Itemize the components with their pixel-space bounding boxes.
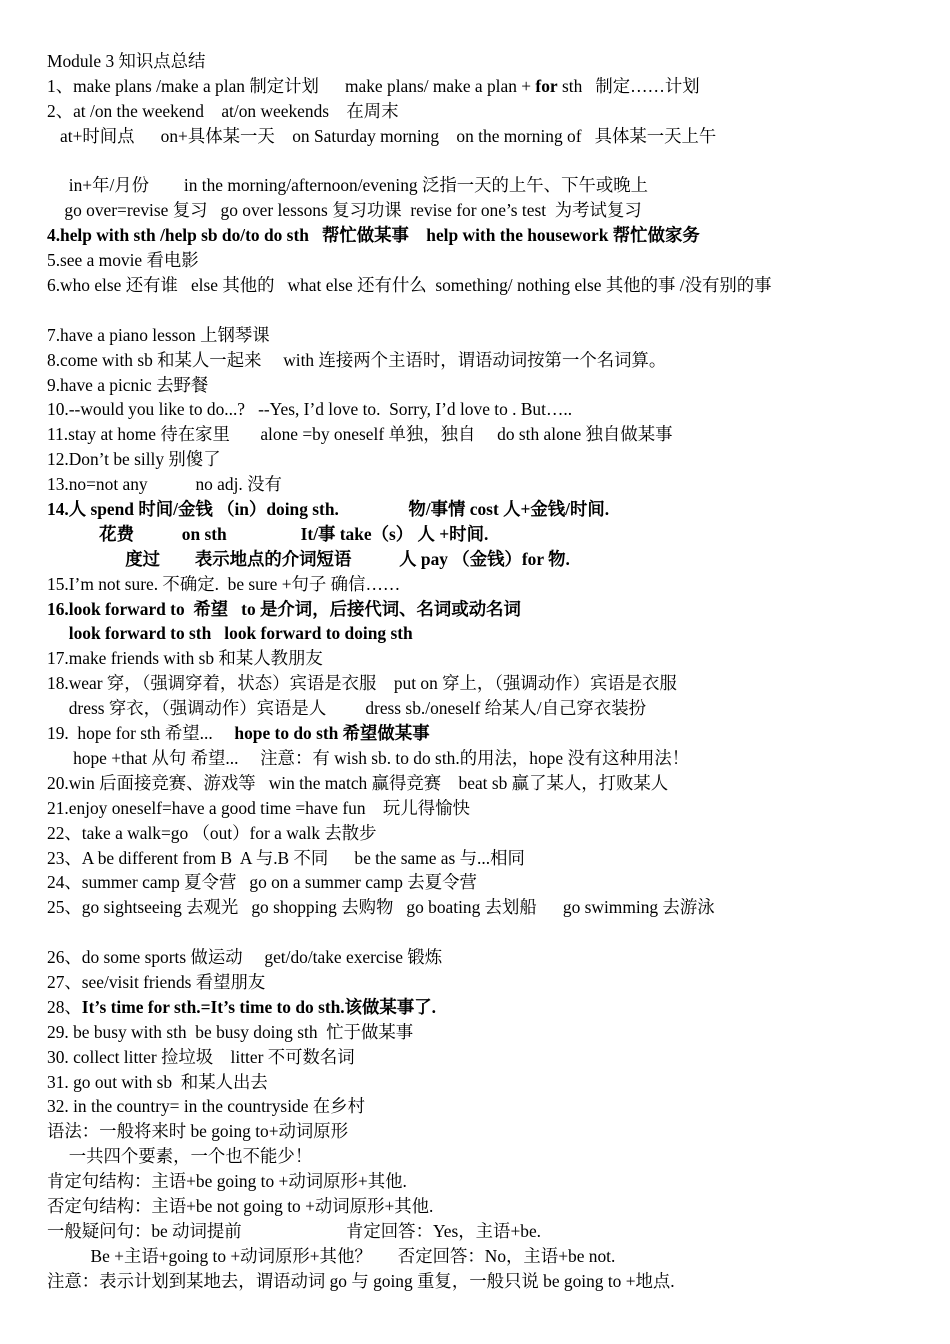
text-line (47, 846, 927, 871)
text-line (47, 472, 927, 497)
bold-text: for (535, 75, 558, 96)
text-line (47, 870, 927, 895)
text-line (47, 771, 927, 796)
text-line (47, 995, 927, 1020)
text-line (47, 1194, 927, 1219)
text-line (47, 497, 927, 522)
text-span: 19. hope for sth 希望... (47, 723, 235, 744)
text-line (47, 970, 927, 995)
bold-text: hope to do sth 希望做某事 (234, 723, 430, 744)
text-span: Be +主语+going to +动词原形+其他？ 否定回答：No，主语+be not. (47, 1245, 616, 1266)
text-span: 17.make friends with sb 和某人教朋友 (47, 648, 323, 669)
text-span: 一共四个要素，一个也不能少！ (47, 1146, 313, 1167)
text-line (47, 1269, 927, 1294)
text-span: 21.enjoy oneself=have a good time =have fun 玩儿得愉快 (47, 797, 470, 818)
text-line (47, 522, 927, 547)
text-line (47, 99, 927, 124)
text-span: 18.wear 穿，（强调穿着，状态）宾语是衣服 put on 穿上，（强调动作）宾语是衣服 (47, 673, 677, 694)
text-span: 注意：表示计划到某地去，谓语动词 go 与 going 重复，一般只说 be going to +地点. (47, 1270, 675, 1291)
text-span: 语法：一般将来时 be going to+动词原形 (47, 1121, 349, 1142)
text-span: 8.come with sb 和某人一起来 with 连接两个主语时，谓语动词按第一个名词算。 (47, 349, 667, 370)
text-line (47, 621, 927, 646)
text-line (47, 547, 927, 572)
text-span: 1、make plans /make a plan 制定计划 make plans/ make a plan + (47, 75, 536, 96)
text-span: 否定句结构：主语+be not going to +动词原形+其他. (47, 1195, 434, 1216)
text-line (47, 323, 927, 348)
text-line (47, 671, 927, 696)
blank-line (47, 298, 927, 323)
text-line (47, 572, 927, 597)
text-span: 肯定句结构：主语+be going to +动词原形+其他. (47, 1171, 407, 1192)
bold-text: It’s time for sth.=It’s time to do sth.该做某事了. (81, 996, 436, 1017)
text-span: in+年/月份 in the morning/afternoon/evening 泛指一天的上午、下午或晚上 (47, 175, 649, 196)
text-line (47, 248, 927, 273)
text-line (47, 198, 927, 223)
text-line (47, 696, 927, 721)
text-span: 24、summer camp 夏令营 go on a summer camp 去夏令营 (47, 872, 477, 893)
text-line (47, 821, 927, 846)
text-line (47, 1119, 927, 1144)
text-line (47, 173, 927, 198)
text-span: 11.stay at home 待在家里 alone =by oneself 单独，独自 do sth alone 独自做某事 (47, 424, 673, 445)
text-span: hope +that 从句 希望... 注意：有 wish sb. to do sth.的用法，hope 没有这种用法！ (47, 747, 690, 768)
text-span: 9.have a picnic 去野餐 (47, 374, 209, 395)
text-line (47, 1169, 927, 1194)
text-line (47, 721, 927, 746)
text-line (47, 646, 927, 671)
text-line (47, 1144, 927, 1169)
text-line (47, 373, 927, 398)
text-line (47, 1020, 927, 1045)
text-span: 7.have a piano lesson 上钢琴课 (47, 324, 270, 345)
text-line (47, 796, 927, 821)
text-line (47, 1045, 927, 1070)
text-line (47, 49, 927, 74)
blank-line (47, 149, 927, 174)
text-line (47, 447, 927, 472)
text-line (47, 1094, 927, 1119)
text-span: 15.I’m not sure. 不确定. be sure +句子 确信…… (47, 573, 401, 594)
bold-text: 14.人 spend 时间/金钱 （in）doing sth. 物/事情 cost 人+金钱/时间. (47, 499, 610, 520)
text-span: 10.--would you like to do...? --Yes, I’d love to. Sorry, I’d love to . But….. (47, 399, 573, 420)
text-line (47, 895, 927, 920)
bold-text: look forward to sth look forward to doing sth (47, 623, 413, 644)
text-span: go over=revise 复习 go over lessons 复习功课 revise for one’s test 为考试复习 (47, 200, 642, 221)
text-span: 28、 (47, 996, 82, 1017)
text-span: 20.win 后面接竞赛、游戏等 win the match 赢得竞赛 beat sb 赢了某人，打败某人 (47, 772, 669, 793)
text-span: 25、go sightseeing 去观光 go shopping 去购物 go boating 去划船 go swimming 去游泳 (47, 897, 715, 918)
text-span: dress 穿衣，（强调动作）宾语是人 dress sb./oneself 给某人/自己穿衣装扮 (47, 698, 646, 719)
document-body (47, 49, 927, 1294)
text-span: 23、A be different from B A 与.B 不同 be the same as 与...相同 (47, 847, 525, 868)
text-span: 31. go out with sb 和某人出去 (47, 1071, 268, 1092)
text-line (47, 597, 927, 622)
text-span: sth 制定……计划 (557, 75, 700, 96)
text-span: 6.who else 还有谁 else 其他的 what else 还有什么 something/ nothing else 其他的事 /没有别的事 (47, 275, 772, 296)
text-line (47, 1219, 927, 1244)
text-line (47, 1070, 927, 1095)
text-line (47, 273, 927, 298)
text-line (47, 348, 927, 373)
text-line (47, 422, 927, 447)
text-span: 一般疑问句：be 动词提前 肯定回答：Yes，主语+be. (47, 1220, 542, 1241)
text-span: 2、at /on the weekend at/on weekends 在周末 (47, 100, 399, 121)
bold-text: 4.help with sth /help sb do/to do sth 帮忙做某事 help with the housework 帮忙做家务 (47, 225, 700, 246)
bold-text: 花费 on sth It/事 take（s） 人 +时间. (47, 523, 489, 544)
bold-text: 16.look forward to 希望 to 是介词，后接代词、名词或动名词 (47, 598, 521, 619)
text-span: at+时间点 on+具体某一天 on Saturday morning on the morning of 具体某一天上午 (47, 125, 717, 146)
text-line (47, 124, 927, 149)
text-span: 12.Don’t be silly 别傻了 (47, 449, 221, 470)
text-span: 30. collect litter 捡垃圾 litter 不可数名词 (47, 1046, 355, 1067)
text-span: 13.no=not any no adj. 没有 (47, 474, 282, 495)
text-span: 22、take a walk=go （out）for a walk 去散步 (47, 822, 377, 843)
text-line (47, 1244, 927, 1269)
text-line (47, 746, 927, 771)
text-span: 29. be busy with sth be busy doing sth 忙于做某事 (47, 1021, 414, 1042)
bold-text: 度过 表示地点的介词短语 人 pay （金钱）for 物. (47, 548, 570, 569)
text-span: 5.see a movie 看电影 (47, 250, 199, 271)
text-line (47, 397, 927, 422)
text-line (47, 223, 927, 248)
text-span: 26、do some sports 做运动 get/do/take exercise 锻炼 (47, 947, 443, 968)
text-span: 27、see/visit friends 看望朋友 (47, 971, 266, 992)
text-line (47, 945, 927, 970)
text-span: 32. in the country= in the countryside 在乡村 (47, 1096, 365, 1117)
blank-line (47, 920, 927, 945)
text-line (47, 74, 927, 99)
text-span: Module 3 知识点总结 (47, 51, 206, 71)
